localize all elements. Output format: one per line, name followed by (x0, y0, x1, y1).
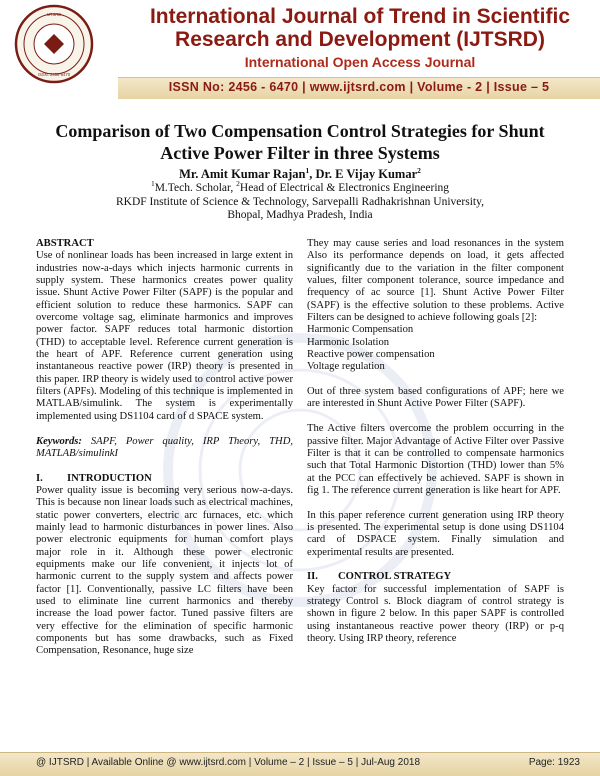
right-paragraph-1: They may cause series and load resonances in the system Also its performance depends on load, it gets affected significantly due to the variation in the filter component values, filter component tolerance, source impedance and frequency of ac source [1]. Shunt Active Power Filter (SAPF) is the effective solution to these problems. Active Filters can be designed to achieve following goals [2]: (307, 238, 564, 324)
section-2-title: CONTROL STRATEGY (338, 571, 452, 583)
section-2-number: II. (307, 571, 318, 583)
paper-title-line2: Active Power Filter in three Systems (160, 143, 440, 163)
section-1-heading (36, 473, 293, 485)
right-paragraph-4: In this paper reference current generation using IRP theory is presented. The experimental setup is done using DS1104 card of DSPACE system. Finally simulation and experimental results are presented. (307, 509, 564, 558)
right-paragraph-5: Key factor for successful implementation of SAPF is strategy Control s. Block diagram of control strategy is shown in figure 2 below. In this paper SAPF is controlled using instantaneous reactive power theory (IRP) or p-q theory. Using IRP theory, reference (307, 583, 564, 644)
page-number: Page: 1923 (528, 757, 580, 768)
paper-title (40, 120, 560, 164)
right-column (307, 238, 564, 645)
affil-sup-2: 2 (236, 179, 240, 189)
affil-sup-1: 1 (150, 179, 155, 189)
author-2-sup: 2 (417, 165, 421, 175)
affiliation-line2: RKDF Institute of Science & Technology, Sarvepalli Radhakrishnan University, (116, 195, 484, 208)
abstract-text: Use of nonlinear loads has been increased in large extent in industries now-a-days which injects harmonic currents in supply system. These harmonics creates power quality issue. Shunt Active Power Filter (SAPF) is the popular and efficient solution to reduce these harmonics. SAPF can overcome voltage sag, eliminate harmonics and improves power factor. SAPF reduces total harmonic distortion (THD) to acceptable level. Reference current generation is the heart of APF. Reference current generation using instantaneous reactive power (IRP) theory is presented in this paper. IRP theory is widely used to control active power filters (APFs). Modeling of this technique is implemented in MATLAB/simulink. The system is experimentally implemented using DS1104 card of d SPACE system. (36, 250, 293, 422)
right-paragraph-2: Out of three system based configurations of APF; here we are interested in Shunt Active Power Filter (SAPF). (307, 386, 564, 410)
goal-item-2: Harmonic Isolation (307, 336, 390, 348)
journal-title (130, 5, 590, 51)
goal-item-4: Voltage regulation (307, 361, 385, 373)
author-separator: , (309, 167, 316, 181)
journal-subtitle: International Open Access Journal (244, 54, 476, 70)
affiliation (40, 179, 560, 223)
section-1-title: INTRODUCTION (67, 472, 152, 484)
abstract-heading: ABSTRACT (36, 238, 94, 249)
goal-item-3: Reactive power compensation (307, 349, 435, 361)
keywords (36, 436, 293, 461)
issn-line: ISSN No: 2456 - 6470 | www.ijtsrd.com | Volume - 2 | Issue – 5 (168, 80, 550, 94)
logo-ring-text: IJTSRD (46, 12, 62, 17)
keywords-text: SAPF, Power quality, IRP Theory, THD, MATLAB/simulinkI (36, 435, 293, 459)
journal-title-line1: International Journal of Trend in Scientific (149, 5, 571, 28)
left-column (36, 238, 293, 658)
section-2-heading (307, 571, 564, 583)
footer-citation: @ IJTSRD | Available Online @ www.ijtsrd.com | Volume – 2 | Issue – 5 | Jul-Aug 2018 (36, 757, 421, 768)
keywords-label: Keywords: (36, 435, 82, 447)
logo-issn-text: ISSN: 2456-6470 (37, 72, 71, 77)
author-line (40, 167, 560, 182)
author-1-sup: 1 (305, 165, 310, 175)
author-2: Dr. E Vijay Kumar (315, 167, 418, 181)
right-paragraph-3: The Active filters overcome the problem occurring in the passive filter. Major Advantage of Active Filter over Passive Filter is that it can be controlled to compensate harmonics such that Total Harmonic Distortion (THD) lower than 5% at the PCC can effectively be achieved. SAPF is shown in fig 1. The reference current generation is like heart for APF. (307, 423, 564, 496)
affil-role-1: M.Tech. Scholar, (154, 182, 237, 194)
affil-role-2: Head of Electrical & Electronics Engineering (239, 182, 450, 194)
affiliation-line1 (40, 179, 560, 196)
journal-title-line2: Research and Development (IJTSRD) (175, 28, 545, 51)
introduction-text: Power quality issue is becoming very serious now-a-days. This is because non linear loads such as electrical machines, static power converters, electric arc furnaces, etc. which mainly lead to harmonic disturbances in power lines. Also power electronic equipments for human comfort plays major role in it. Although these power electronic equipments make our life convenient, it injects lot of harmonic current to the supply system and affects power factor [1]. Conventionally, passive LC filters have been used to eliminate line current harmonics and thereby increase the load power factor. Tuned passive filters are very effective for the elimination of specific harmonic components but has some drawbacks, such as Fixed Compensation, Resonance, huge size (36, 484, 293, 657)
journal-header (0, 0, 600, 100)
affiliation-line3: Bhopal, Madhya Pradesh, India (227, 209, 373, 221)
section-1-number: I. (36, 472, 43, 484)
journal-logo (14, 4, 94, 84)
author-1: Mr. Amit Kumar Rajan (179, 167, 306, 181)
goal-item-1: Harmonic Compensation (307, 324, 414, 336)
paper-title-line1: Comparison of Two Compensation Control Strategies for Shunt (55, 121, 545, 141)
